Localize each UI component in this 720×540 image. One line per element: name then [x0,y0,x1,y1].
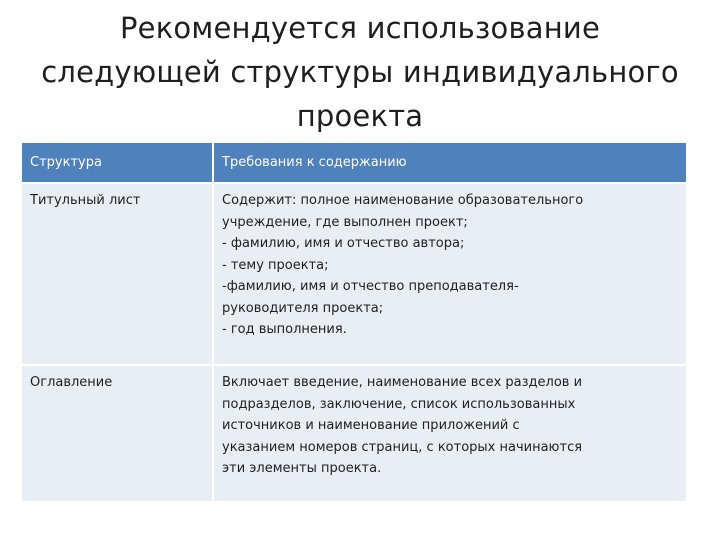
requirement-line: подразделов, заключение, список использованных [222,396,576,412]
requirements-cell [213,365,686,502]
table-header-row [22,143,686,183]
title-line: Рекомендуется использование [119,11,601,45]
title-line: следующей структуры индивидуального [41,55,679,89]
slide-title [20,6,700,138]
title-line: проекта [296,99,424,133]
header-structure: Структура [22,143,213,183]
requirement-line: указанием номеров страниц, с которых начинаются [222,439,583,455]
requirements-cell [213,183,686,365]
structure-cell: Оглавление [22,365,213,502]
requirement-line: - фамилию, имя и отчество автора; [222,236,465,251]
requirement-line: Содержит: полное наименование образовательного [222,193,584,208]
requirement-line: источников и наименование приложений с [222,418,520,433]
requirement-line: -фамилию, имя и отчество преподавателя- [222,279,519,294]
table-row [22,365,686,502]
requirement-line: - тему проекта; [222,257,329,273]
table-row [22,183,686,365]
requirement-line: Включает введение, наименование всех разделов и [222,375,583,390]
requirement-line: - год выполнения. [222,322,347,337]
header-requirements: Требования к содержанию [213,143,686,183]
requirements-table [22,143,686,503]
structure-cell: Титульный лист [22,183,213,365]
requirement-line: руководителя проекта; [222,300,384,316]
requirement-line: учреждение, где выполнен проект; [222,214,468,230]
requirement-line: эти элементы проекта. [222,461,382,476]
